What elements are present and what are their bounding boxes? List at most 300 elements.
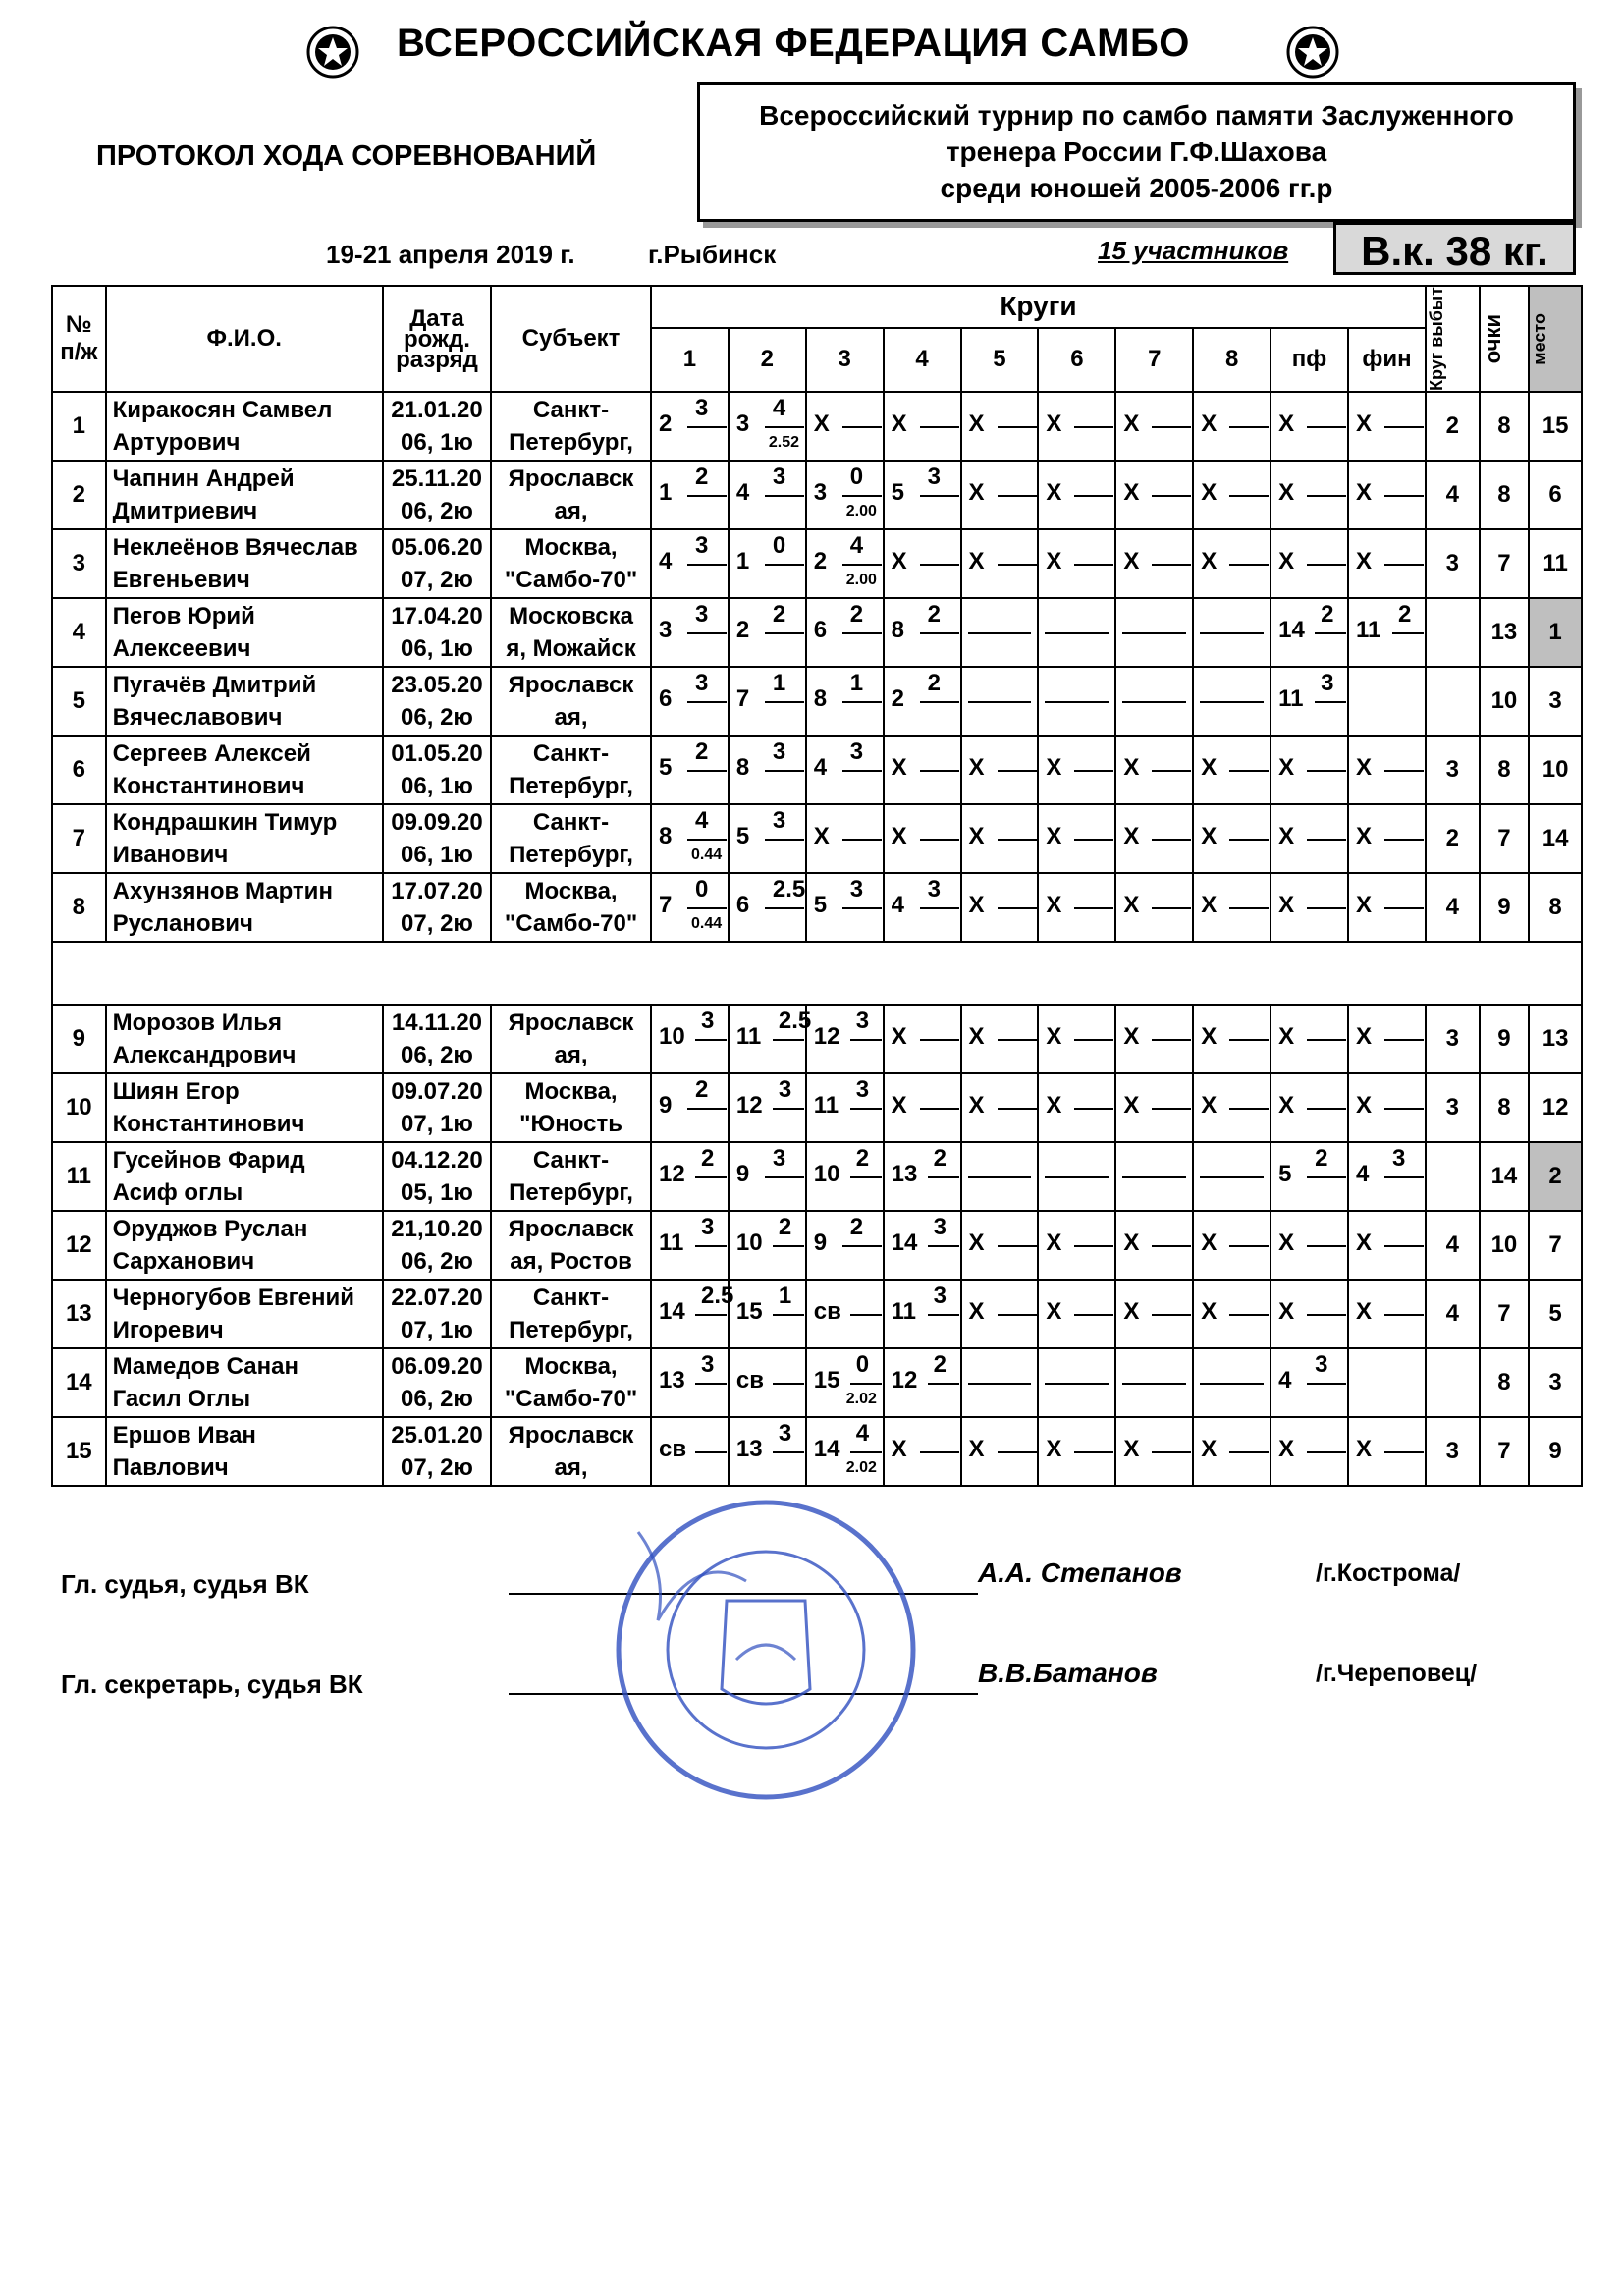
athlete-name — [106, 1005, 383, 1073]
round-result — [1271, 599, 1347, 666]
result-line — [1392, 632, 1424, 634]
no-bout-line — [1200, 1176, 1264, 1178]
name-line: Ахунзянов Мартин — [112, 878, 333, 904]
opponent: св — [735, 1367, 764, 1394]
opponent: X — [1046, 410, 1062, 437]
opponent: X — [968, 548, 985, 574]
score: 2.5 — [700, 1283, 734, 1309]
result-line — [773, 1451, 804, 1453]
opponent: 10 — [658, 1023, 685, 1050]
round-cell — [1193, 736, 1271, 804]
round-result — [1116, 1212, 1192, 1279]
score: 3 — [772, 807, 786, 834]
place: 13 — [1529, 1005, 1582, 1073]
score: 3 — [927, 464, 941, 490]
round-result — [1271, 805, 1347, 872]
dob-line: 07, 2ю — [401, 567, 473, 593]
round-cell — [1271, 804, 1348, 873]
result-line — [998, 770, 1037, 772]
round-result — [1194, 1281, 1270, 1347]
round-result — [1271, 1281, 1347, 1347]
round-result — [962, 1006, 1038, 1072]
round-result — [652, 737, 728, 803]
opponent: X — [1355, 1023, 1372, 1050]
opponent: X — [968, 1230, 985, 1256]
opponent: 2 — [735, 617, 750, 643]
round-cell — [651, 529, 729, 598]
subject-line: Петербург, — [509, 1317, 633, 1343]
opponent: X — [1278, 1092, 1295, 1119]
result-line — [842, 495, 882, 497]
round-result — [962, 1212, 1038, 1279]
round-cell — [884, 1280, 961, 1348]
opponent: X — [1278, 1298, 1295, 1325]
score: 2 — [933, 1351, 947, 1378]
round-cell — [729, 804, 806, 873]
table-row — [52, 598, 1582, 667]
round-cell — [961, 1005, 1039, 1073]
no-bout-line — [1045, 632, 1109, 634]
row-number: 11 — [52, 1142, 106, 1211]
round-cell — [651, 1348, 729, 1417]
round-cell — [729, 1005, 812, 1073]
round-result — [1349, 874, 1425, 941]
subject-line: Ярославск — [508, 1422, 634, 1449]
athlete-subject — [491, 461, 651, 529]
opponent: X — [968, 1436, 985, 1462]
dob-line: 21,10.20 — [391, 1216, 483, 1242]
subject-line: Петербург, — [509, 1179, 633, 1206]
opponent: 2 — [658, 410, 673, 437]
result-line — [1229, 564, 1269, 566]
round-cell — [884, 1211, 961, 1280]
result-line — [920, 1039, 959, 1041]
result-line — [1229, 1451, 1269, 1453]
points: 14 — [1480, 1142, 1530, 1211]
score: 2 — [772, 601, 786, 628]
dob-line: 21.01.20 — [391, 397, 483, 423]
round-cell — [651, 392, 729, 461]
round-cell — [729, 598, 806, 667]
result-line — [687, 701, 727, 703]
result-line — [773, 1314, 804, 1316]
athlete-subject — [491, 1348, 651, 1417]
athlete-dob — [383, 1211, 491, 1280]
opponent: X — [891, 1092, 907, 1119]
result-line — [1307, 1451, 1346, 1453]
round-cell — [729, 1211, 806, 1280]
opponent: X — [1355, 548, 1372, 574]
round-result — [885, 1212, 960, 1279]
opponent: 11 — [813, 1092, 839, 1119]
no-bout-line — [968, 1383, 1032, 1385]
result-line — [842, 564, 882, 566]
opponent: X — [891, 1023, 907, 1050]
round-result — [962, 737, 1038, 803]
dob-line: 25.11.20 — [391, 465, 483, 492]
round-cell — [1115, 1211, 1193, 1280]
result-line — [765, 907, 804, 909]
round-cell — [1271, 1417, 1348, 1486]
elim-round: 3 — [1426, 529, 1480, 598]
subject-line: Петербург, — [509, 429, 633, 456]
round-result — [1271, 1212, 1347, 1279]
round-result — [652, 1349, 728, 1416]
result-line — [765, 564, 804, 566]
opponent: X — [1201, 479, 1217, 506]
round-result — [1116, 462, 1192, 528]
result-line — [773, 1245, 804, 1247]
round-cell — [651, 598, 729, 667]
round-result — [807, 805, 883, 872]
no-bout-line — [1122, 1176, 1186, 1178]
round-cell — [651, 1142, 729, 1211]
name-line: Гусейнов Фарид — [112, 1147, 305, 1174]
round-cell — [1038, 736, 1115, 804]
round-result — [1194, 393, 1270, 460]
score: 3 — [700, 1351, 715, 1378]
name-line: Пугачёв Дмитрий — [112, 672, 317, 698]
opponent: 11 — [735, 1023, 762, 1050]
result-line — [850, 1039, 882, 1041]
opponent: X — [1355, 1436, 1372, 1462]
result-line — [1384, 495, 1424, 497]
header-round-9: пф — [1271, 328, 1348, 392]
round-cell — [1271, 1073, 1348, 1142]
header-name: Ф.И.О. — [106, 286, 383, 392]
opponent: 3 — [735, 410, 750, 437]
athlete-subject — [491, 1142, 651, 1211]
round-result — [1194, 530, 1270, 597]
round-result — [1349, 393, 1425, 460]
no-bout-line — [968, 1176, 1032, 1178]
elim-round: 3 — [1426, 1417, 1480, 1486]
tiebreak: 2.00 — [845, 572, 877, 588]
no-bout-line — [1045, 1176, 1109, 1178]
round-cell — [651, 736, 729, 804]
round-cell — [1348, 392, 1426, 461]
opponent: X — [1201, 1298, 1217, 1325]
round-result — [1349, 805, 1425, 872]
result-line — [1229, 1314, 1269, 1316]
result-line — [687, 564, 727, 566]
athlete-name — [106, 1211, 383, 1280]
round-result — [1271, 1074, 1347, 1141]
opponent: 12 — [813, 1023, 840, 1050]
result-line — [1384, 907, 1424, 909]
result-line — [1229, 907, 1269, 909]
row-number: 9 — [52, 1005, 106, 1073]
round-cell — [1038, 1280, 1115, 1348]
result-line — [765, 701, 804, 703]
round-result — [730, 1212, 805, 1279]
opponent: X — [968, 1023, 985, 1050]
round-cell — [1271, 529, 1348, 598]
round-cell — [1038, 529, 1115, 598]
opponent: X — [1355, 1092, 1372, 1119]
place: 11 — [1529, 529, 1582, 598]
result-line — [1074, 1108, 1113, 1110]
round-result — [1271, 1418, 1347, 1485]
judge-label: Гл. судья, судья ВК — [61, 1569, 309, 1599]
dob-line: 25.01.20 — [391, 1422, 483, 1449]
round-cell — [806, 1280, 884, 1348]
place: 7 — [1529, 1211, 1582, 1280]
score: 3 — [700, 1008, 715, 1034]
opponent: X — [1046, 1298, 1062, 1325]
elim-round: 4 — [1426, 1280, 1480, 1348]
table-row — [52, 873, 1582, 942]
round-result — [1039, 1074, 1114, 1141]
score: 4 — [849, 532, 864, 559]
result-line — [1229, 770, 1269, 772]
result-line — [687, 495, 727, 497]
subject-line: ая, — [554, 1454, 588, 1481]
round-result — [807, 874, 883, 941]
header-round-2: 2 — [729, 328, 806, 392]
elim-round — [1426, 598, 1480, 667]
round-cell — [806, 461, 884, 529]
result-line — [1074, 839, 1113, 841]
opponent: X — [1278, 754, 1295, 781]
score: 3 — [778, 1076, 792, 1103]
dob-line: 06, 2ю — [401, 704, 473, 731]
round-cell — [729, 529, 806, 598]
round-cell — [1115, 1280, 1193, 1348]
dob-line: 06, 1ю — [401, 635, 473, 662]
round-cell — [651, 461, 729, 529]
round-result — [962, 1074, 1038, 1141]
round-result — [1349, 1349, 1425, 1416]
row-number: 8 — [52, 873, 106, 942]
opponent: 15 — [813, 1367, 840, 1394]
athlete-dob — [383, 1005, 491, 1073]
header-elim-label: Круг выбыт — [1427, 287, 1447, 391]
score: 0 — [849, 464, 864, 490]
header-place — [1529, 286, 1582, 392]
table-row — [52, 461, 1582, 529]
result-line — [1152, 1245, 1191, 1247]
points: 7 — [1480, 804, 1530, 873]
round-result — [807, 737, 883, 803]
name-line: Неклеёнов Вячеслав — [112, 534, 358, 561]
round-result — [807, 668, 883, 735]
table-row — [52, 1417, 1582, 1486]
athlete-dob — [383, 529, 491, 598]
name-line: Евгеньевич — [112, 567, 250, 593]
opponent: 5 — [1278, 1161, 1292, 1187]
round-result — [807, 462, 883, 528]
round-result — [730, 1006, 812, 1072]
score: 2 — [933, 1145, 947, 1172]
result-line — [1307, 770, 1346, 772]
place: 9 — [1529, 1417, 1582, 1486]
athlete-subject — [491, 804, 651, 873]
round-result — [1349, 1006, 1425, 1072]
table-row — [52, 1280, 1582, 1348]
row-number: 13 — [52, 1280, 106, 1348]
score: 3 — [694, 601, 709, 628]
result-line — [765, 770, 804, 772]
elim-round: 4 — [1426, 1211, 1480, 1280]
athlete-name — [106, 461, 383, 529]
opponent: X — [1201, 1092, 1217, 1119]
athlete-subject — [491, 529, 651, 598]
subject-line: ая, — [554, 498, 588, 524]
round-cell — [806, 1142, 884, 1211]
row-number: 10 — [52, 1073, 106, 1142]
round-cell — [729, 1280, 806, 1348]
athlete-dob — [383, 598, 491, 667]
elim-round: 2 — [1426, 392, 1480, 461]
result-line — [1307, 1245, 1346, 1247]
round-result — [807, 530, 883, 597]
opponent: X — [1046, 1230, 1062, 1256]
table-row — [52, 1348, 1582, 1417]
dob-line: 06, 2ю — [401, 498, 473, 524]
elim-round: 3 — [1426, 736, 1480, 804]
row-number: 4 — [52, 598, 106, 667]
round-cell — [1271, 1280, 1348, 1348]
tiebreak: 0.44 — [690, 847, 723, 863]
header-round-7: 7 — [1115, 328, 1193, 392]
score: 3 — [1391, 1145, 1406, 1172]
round-cell — [1271, 598, 1348, 667]
athlete-name — [106, 804, 383, 873]
round-result — [962, 393, 1038, 460]
points: 8 — [1480, 736, 1530, 804]
result-line — [1229, 1245, 1269, 1247]
round-result — [1271, 462, 1347, 528]
result-line — [1074, 426, 1113, 428]
round-result — [652, 1143, 728, 1210]
opponent: X — [1123, 1092, 1140, 1119]
subject-line: "Самбо-70" — [504, 1386, 638, 1412]
result-line — [1307, 1383, 1346, 1385]
opponent: 11 — [891, 1298, 917, 1325]
opponent: 11 — [658, 1230, 684, 1256]
sambo-emblem-left-icon — [306, 26, 359, 79]
round-cell — [1038, 1348, 1115, 1417]
opponent: X — [1278, 410, 1295, 437]
header-round-6: 6 — [1038, 328, 1115, 392]
round-cell — [1038, 1417, 1115, 1486]
round-result — [730, 393, 805, 460]
opponent: 1 — [735, 548, 750, 574]
round-result — [1271, 530, 1347, 597]
opponent: св — [658, 1436, 687, 1462]
dob-line: 07, 2ю — [401, 910, 473, 937]
round-cell — [1193, 1348, 1271, 1417]
result-line — [920, 1108, 959, 1110]
dob-line: 14.11.20 — [391, 1010, 483, 1036]
result-line — [928, 1176, 959, 1178]
result-line — [1152, 1314, 1191, 1316]
opponent: 6 — [735, 892, 750, 918]
athlete-subject — [491, 667, 651, 736]
opponent: 14 — [891, 1230, 918, 1256]
score: 2 — [927, 601, 941, 628]
round-result — [962, 874, 1038, 941]
round-result — [1039, 599, 1114, 666]
result-line — [998, 426, 1037, 428]
result-line — [998, 1314, 1037, 1316]
round-result — [1349, 1143, 1425, 1210]
score: 2.5 — [778, 1008, 812, 1034]
athlete-dob — [383, 1073, 491, 1142]
round-cell — [884, 461, 961, 529]
subject-line: Санкт- — [532, 740, 610, 767]
name-line: Алексеевич — [112, 635, 251, 662]
row-number: 14 — [52, 1348, 106, 1417]
round-result — [1039, 530, 1114, 597]
name-line: Иванович — [112, 842, 229, 868]
round-result — [730, 462, 805, 528]
score: 3 — [927, 876, 941, 902]
round-cell — [806, 598, 884, 667]
round-cell — [806, 529, 884, 598]
name-line: Шиян Егор — [112, 1078, 240, 1105]
opponent: X — [1278, 892, 1295, 918]
opponent: X — [968, 754, 985, 781]
round-cell — [961, 1142, 1039, 1211]
opponent: X — [1201, 1436, 1217, 1462]
athlete-subject — [491, 1073, 651, 1142]
score: 0 — [855, 1351, 870, 1378]
opponent: X — [1278, 1023, 1295, 1050]
result-line — [1384, 1314, 1424, 1316]
round-cell — [961, 1211, 1039, 1280]
round-result — [1271, 1349, 1347, 1416]
result-line — [1152, 770, 1191, 772]
opponent: X — [1123, 410, 1140, 437]
opponent: 3 — [658, 617, 673, 643]
participant-count: 15 участников — [1098, 236, 1289, 265]
opponent: X — [968, 823, 985, 849]
header-points — [1480, 286, 1530, 392]
round-cell — [1348, 1073, 1426, 1142]
score: 2 — [849, 601, 864, 628]
round-cell — [806, 392, 884, 461]
opponent: 12 — [658, 1161, 685, 1187]
round-cell — [1271, 1348, 1348, 1417]
result-line — [1384, 1176, 1424, 1178]
opponent: X — [813, 823, 830, 849]
header-round-8: 8 — [1193, 328, 1271, 392]
opponent: 5 — [891, 479, 904, 506]
no-bout-line — [1122, 701, 1186, 703]
name-line: Константинович — [112, 773, 305, 799]
round-cell — [961, 529, 1039, 598]
opponent: X — [1046, 754, 1062, 781]
round-cell — [1193, 804, 1271, 873]
result-line — [1384, 1039, 1424, 1041]
round-result — [885, 805, 960, 872]
no-bout-line — [1122, 1383, 1186, 1385]
round-result — [885, 1349, 960, 1416]
score: 3 — [1321, 670, 1334, 696]
score: 2 — [694, 738, 709, 765]
result-line — [998, 1245, 1037, 1247]
round-cell — [729, 1348, 806, 1417]
result-line — [695, 1451, 727, 1453]
result-line — [687, 426, 727, 428]
round-result — [1349, 1074, 1425, 1141]
opponent: 9 — [735, 1161, 750, 1187]
round-result — [885, 874, 960, 941]
round-cell — [1038, 667, 1115, 736]
round-cell — [1348, 1005, 1426, 1073]
